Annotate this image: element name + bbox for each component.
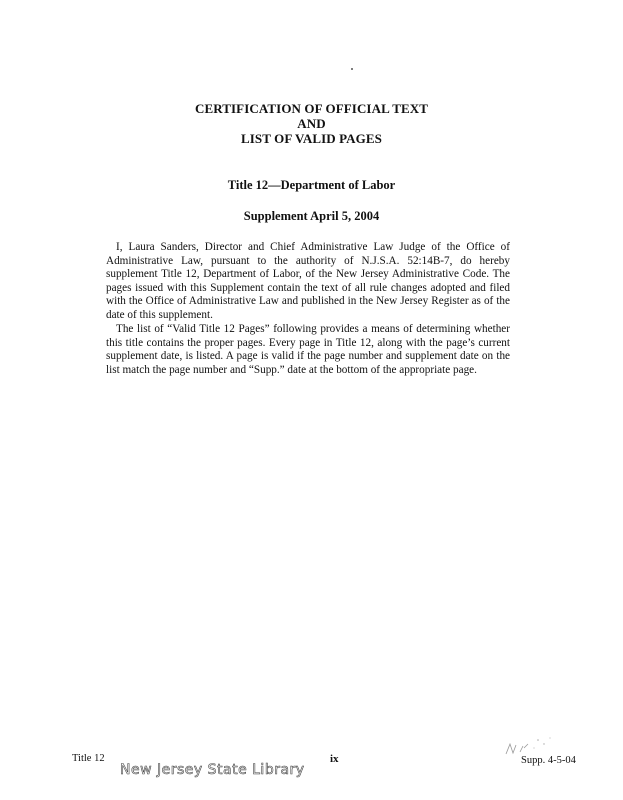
scan-speck bbox=[351, 68, 353, 70]
paragraph-text: The list of “Valid Title 12 Pages” following provides a means of determining whether this title contains the proper pages. Every page in Title 12, along with the page’s current supplement date, is listed. A page is valid if the page number and supplement date on the list match the page number and “Supp.” date at the bottom of the appropriate page. bbox=[106, 323, 510, 376]
valid-pages-paragraph bbox=[106, 323, 510, 377]
heading-line-2: AND bbox=[297, 116, 326, 131]
footer-supplement-date: Supp. 4-5-04 bbox=[521, 755, 576, 766]
paragraph-text: I, Laura Sanders, Director and Chief Administrative Law Judge of the Office of Administrative Law, pursuant to the authority of N.J.S.A. 52:14B-7, do hereby supplement Title 12, Department of Labor, of the New Jersey Administrative Code. The pages issued with this Supplement contain the text of all rule changes adopted and filed with the Office of Administrative Law and published in the New Jersey Register as of the date of this supplement. bbox=[106, 241, 510, 321]
title-heading: Title 12—Department of Labor bbox=[227, 178, 396, 192]
certification-paragraph bbox=[106, 241, 510, 322]
footer-title: Title 12 bbox=[72, 753, 105, 764]
library-stamp: New Jersey State Library bbox=[120, 762, 305, 778]
heading-line-1: CERTIFICATION OF OFFICIAL TEXT bbox=[194, 101, 429, 116]
footer-page-number: ix bbox=[330, 753, 339, 765]
heading-line-3: LIST OF VALID PAGES bbox=[241, 131, 382, 146]
scan-mark-icon bbox=[494, 730, 564, 770]
supplement-heading: Supplement April 5, 2004 bbox=[243, 209, 380, 223]
